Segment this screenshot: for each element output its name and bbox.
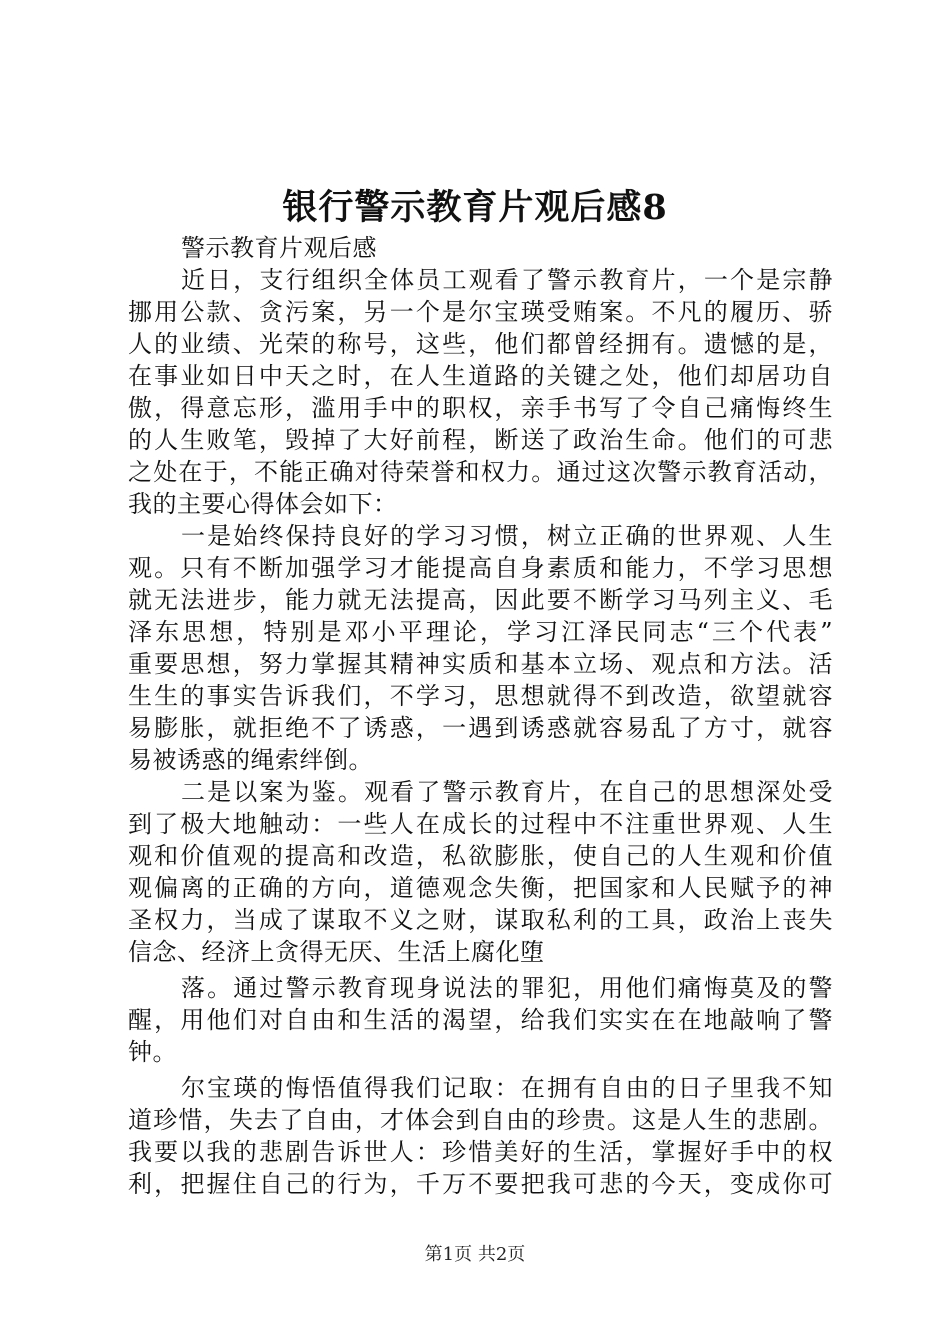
text-line: 一是始终保持良好的学习习惯，树立正确的世界观、人生 [181, 522, 833, 550]
text-line: 我要以我的悲剧告诉世人：珍惜美好的生活，掌握好手中的权 [128, 1138, 833, 1166]
text-line: 重要思想，努力掌握其精神实质和基本立场、观点和方法。活 [128, 650, 833, 678]
text-line: 近日，支行组织全体员工观看了警示教育片，一个是宗静 [181, 266, 833, 294]
text-line: 警示教育片观后感 [181, 234, 377, 262]
text-line: 人的业绩、光荣的称号，这些，他们都曾经拥有。遗憾的是， [128, 330, 833, 358]
text-line: 到了极大地触动：一些人在成长的过程中不注重世界观、人生 [128, 810, 833, 838]
text-line: 挪用公款、贪污案，另一个是尔宝瑛受贿案。不凡的履历、骄 [128, 298, 833, 326]
text-line: 在事业如日中天之时，在人生道路的关键之处，他们却居功自 [128, 362, 833, 390]
text-line: 生生的事实告诉我们，不学习，思想就得不到改造，欲望就容 [128, 682, 833, 710]
page-footer: 第1页 共2页 [424, 1244, 526, 1265]
text-line: 落。通过警示教育现身说法的罪犯，用他们痛悔莫及的警 [181, 974, 833, 1002]
text-line: 就无法进步，能力就无法提高，因此要不断学习马列主义、毛 [128, 586, 833, 614]
text-line: 观和价值观的提高和改造，私欲膨胀，使自己的人生观和价值 [128, 842, 833, 870]
text-line: 易被诱惑的绳索绊倒。 [128, 746, 373, 774]
document-body [128, 232, 833, 1200]
text-line: 信念、经济上贪得无厌、生活上腐化堕 [128, 938, 545, 966]
document-title: 银行警示教育片观后感8 [282, 187, 668, 228]
text-line: 我的主要心得体会如下： [128, 490, 398, 518]
text-line: 尔宝瑛的悔悟值得我们记取：在拥有自由的日子里我不知 [181, 1074, 833, 1102]
text-line: 醒，用他们对自由和生活的渴望，给我们实实在在地敲响了警 [128, 1006, 833, 1034]
text-line: 钟。 [128, 1038, 177, 1066]
text-line: 的人生败笔，毁掉了大好前程，断送了政治生命。他们的可悲 [128, 426, 833, 454]
text-line: 观。只有不断加强学习才能提高自身素质和能力，不学习思想 [128, 554, 833, 582]
text-line: 之处在于，不能正确对待荣誉和权力。通过这次警示教育活动， [128, 458, 833, 486]
text-line: 道珍惜，失去了自由，才体会到自由的珍贵。这是人生的悲剧。 [128, 1106, 833, 1134]
text-line: 利，把握住自己的行为，千万不要把我可悲的今天，变成你可 [128, 1170, 833, 1198]
text-line: 傲，得意忘形，滥用手中的职权，亲手书写了令自己痛悔终生 [128, 394, 833, 422]
text-line: 泽东思想，特别是邓小平理论，学习江泽民同志“三个代表” [128, 618, 833, 646]
text-line: 观偏离的正确的方向，道德观念失衡，把国家和人民赋予的神 [128, 874, 833, 902]
text-line: 圣权力，当成了谋取不义之财，谋取私利的工具，政治上丧失 [128, 906, 833, 934]
text-line: 易膨胀，就拒绝不了诱惑，一遇到诱惑就容易乱了方寸，就容 [128, 714, 833, 742]
text-line: 二是以案为鉴。观看了警示教育片，在自己的思想深处受 [181, 778, 833, 806]
